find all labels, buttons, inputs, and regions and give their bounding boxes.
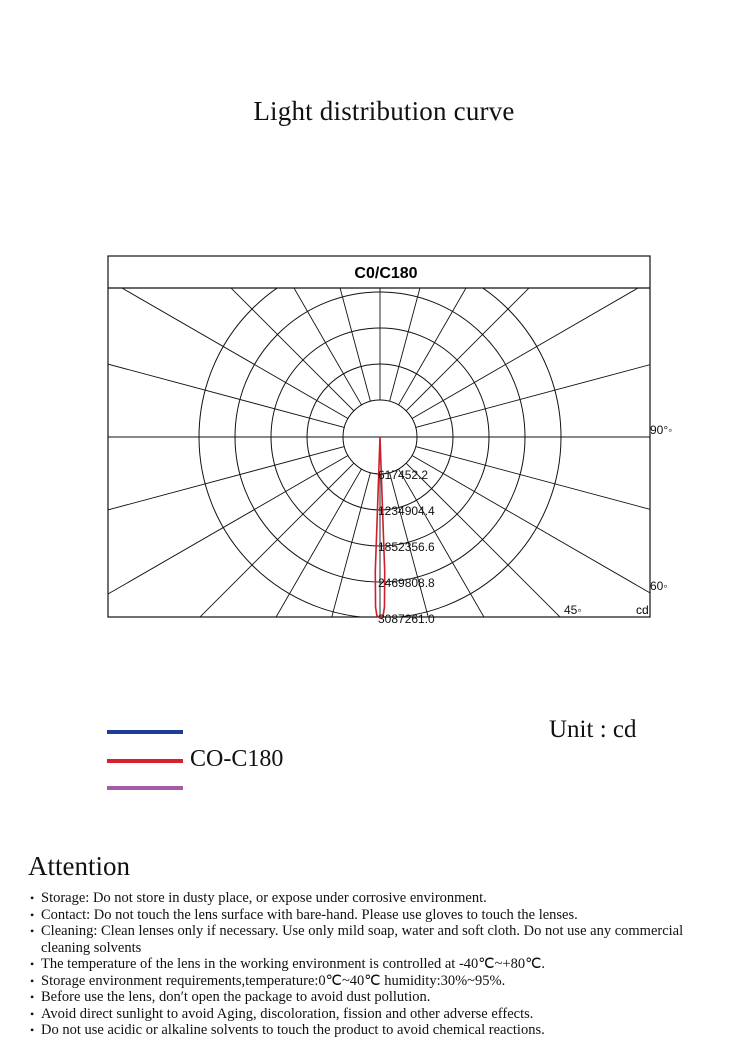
unit-axis-label: cd (636, 603, 649, 617)
attention-item: • Storage: Do not store in dusty place, or expose under corrosive environment. (30, 890, 730, 907)
legend-line-purple (107, 786, 183, 790)
radial-tick-label: 2469808.8 (378, 576, 435, 590)
angle-spoke (412, 456, 750, 661)
attention-item: • Storage environment requirements,temperature:0℃~40℃ humidity:30%~95%. (30, 973, 730, 990)
attention-item: • Contact: Do not touch the lens surface with bare-hand. Please use gloves to touch the lenses. (30, 907, 730, 924)
angle-spoke (0, 0, 354, 411)
legend-line-blue (107, 730, 183, 734)
angle-spoke (406, 463, 750, 660)
radial-tick-label: 1852356.6 (378, 540, 435, 554)
angle-spoke (0, 456, 348, 661)
page-title: Light distribution curve (253, 96, 515, 126)
attention-list (30, 890, 730, 1039)
angle-spoke (0, 256, 344, 428)
unit-label: Unit : cd (549, 716, 637, 743)
radial-tick-label: 1234904.4 (378, 504, 435, 518)
attention-item: • Before use the lens, don′t open the package to avoid dust pollution. (30, 989, 730, 1006)
angle-spoke (416, 256, 750, 428)
angle-spoke (0, 447, 344, 619)
attention-item: • The temperature of the lens in the working environment is controlled at -40℃~+80℃. (30, 956, 730, 973)
legend-line-red (107, 759, 183, 763)
angle-spoke (0, 463, 354, 660)
angle-spoke (412, 87, 750, 419)
radial-tick-label: 3087261.0 (378, 612, 435, 626)
attention-item: • Do not use acidic or alkaline solvents to touch the product to avoid chemical reactions. (30, 1022, 730, 1039)
angle-spoke (0, 87, 348, 419)
attention-item: • Cleaning: Clean lenses only if necessary. Use only mild soap, water and soft cloth. Do not use any commercial cleaning solvents (30, 923, 730, 956)
attention-heading: Attention (28, 851, 130, 881)
angle-label: 90°◦ (650, 423, 673, 437)
attention-item: • Avoid direct sunlight to avoid Aging, discoloration, fission and other adverse effects. (30, 1006, 730, 1023)
chart-title: C0/C180 (354, 265, 418, 282)
angle-spoke (399, 0, 731, 405)
legend-label: CO-C180 (190, 746, 284, 772)
angle-spoke (406, 0, 750, 411)
radial-tick-label: 617452.2 (378, 468, 429, 482)
angle-spoke (30, 0, 362, 405)
angle-label: 45◦ (564, 603, 582, 617)
angle-label: 60◦ (650, 578, 668, 593)
angle-spoke (416, 447, 750, 619)
